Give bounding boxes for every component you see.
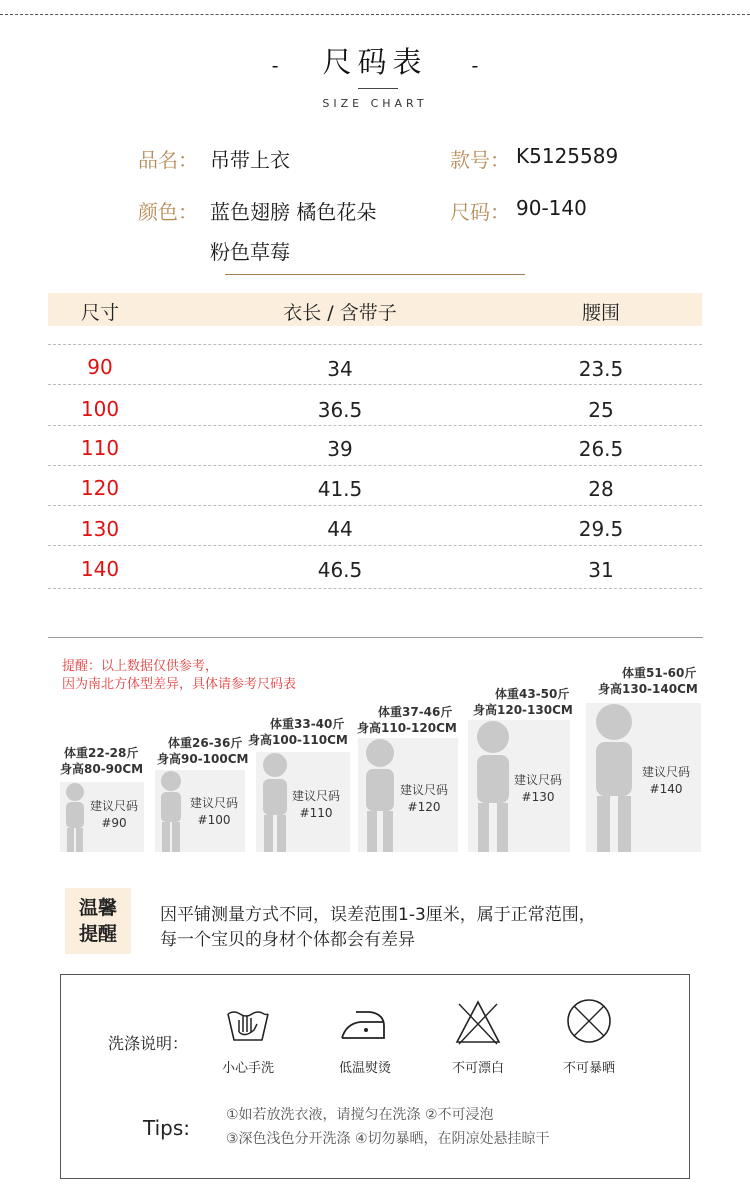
- page-subtitle: SIZE CHART: [322, 97, 428, 110]
- title-underline: [358, 88, 398, 89]
- row-divider: [48, 425, 702, 426]
- warm-reminder-badge: [65, 888, 131, 954]
- reference-note-1: 提醒：以上数据仅供参考，: [62, 659, 219, 674]
- table-row-length: 34: [327, 357, 353, 381]
- table-row-size: 130: [80, 517, 120, 541]
- page-title: [0, 40, 750, 81]
- header-waist: 腰围: [581, 302, 620, 324]
- table-row-length: 44: [327, 517, 353, 541]
- row-divider: [48, 505, 702, 506]
- table-row-size: 140: [80, 557, 120, 581]
- name-value: 吊带上衣: [210, 148, 290, 172]
- table-row-waist: 23.5: [578, 357, 624, 381]
- size-label: 尺码：: [450, 200, 510, 224]
- title-text: 尺码表: [322, 45, 428, 79]
- tips-line-1: ①如若放洗衣液，请搅匀在洗涤 ②不可浸泡: [226, 1107, 494, 1123]
- hand-wash-icon: [224, 1000, 272, 1044]
- color-value-line2: 粉色草莓: [210, 240, 290, 264]
- tips-label: Tips:: [143, 1116, 191, 1140]
- kid-weight: 体重43-50斤: [495, 687, 570, 701]
- kid-suggest-label: 建议尺码: [513, 773, 562, 787]
- row-divider: [48, 545, 702, 546]
- kid-suggest-label: 建议尺码: [189, 796, 238, 810]
- kid-height: 身高80-90CM: [60, 762, 144, 776]
- header-length: 衣长 / 含带子: [283, 302, 397, 324]
- low-iron-caption: 低温熨烫: [338, 1061, 391, 1076]
- kid-weight: 体重26-36斤: [168, 736, 243, 750]
- warm-reminder-text-2: 每一个宝贝的身材个体都会有差异: [160, 930, 415, 950]
- kid-suggest-label: 建议尺码: [641, 765, 690, 779]
- no-tumble-dry-icon: [564, 996, 614, 1046]
- top-dashed-divider: [0, 14, 750, 15]
- kid-suggest-label: 建议尺码: [291, 789, 340, 803]
- title-dash-left: -: [271, 53, 279, 77]
- kid-weight: 体重33-40斤: [270, 717, 345, 731]
- kid-suggest-size: #130: [521, 790, 555, 804]
- kid-suggest-size: #90: [101, 816, 127, 830]
- table-row-length: 39: [327, 437, 353, 461]
- no-bleach-icon: [453, 998, 503, 1046]
- kid-suggest-size: #120: [407, 800, 441, 814]
- row-divider: [48, 588, 702, 589]
- care-label: 洗涤说明：: [108, 1034, 189, 1053]
- low-iron-icon: [338, 1004, 388, 1044]
- kid-weight: 体重51-60斤: [622, 666, 697, 680]
- kid-height: 身高100-110CM: [248, 733, 348, 747]
- color-label: 颜色：: [138, 200, 198, 224]
- kid-height: 身高90-100CM: [157, 752, 249, 766]
- row-divider: [48, 344, 702, 345]
- table-row-waist: 31: [588, 558, 614, 582]
- kid-suggest-size: #100: [197, 813, 231, 827]
- table-row-waist: 29.5: [578, 517, 624, 541]
- kid-height: 身高120-130CM: [473, 703, 573, 717]
- warm-reminder-label-1: 温馨: [78, 897, 117, 919]
- kid-silhouette-icon: [584, 701, 644, 854]
- size-value: 90-140: [516, 196, 587, 220]
- table-row-waist: 25: [588, 398, 614, 422]
- kid-height: 身高130-140CM: [598, 682, 698, 696]
- code-label: 款号：: [450, 148, 510, 172]
- kid-height: 身高110-120CM: [357, 721, 457, 735]
- no-bleach-caption: 不可漂白: [451, 1061, 504, 1076]
- table-row-waist: 28: [588, 477, 614, 501]
- code-value: K5125589: [516, 144, 619, 168]
- info-divider: [225, 274, 525, 275]
- name-label: 品名：: [138, 148, 198, 172]
- table-row-length: 46.5: [317, 558, 363, 582]
- kid-suggest-label: 建议尺码: [89, 799, 138, 813]
- header-size: 尺寸: [80, 302, 119, 324]
- table-row-size: 110: [80, 436, 120, 460]
- row-divider: [48, 384, 702, 385]
- reference-note-2: 因为南北方体型差异，具体请参考尺码表: [62, 677, 297, 692]
- kid-weight: 体重22-28斤: [64, 746, 139, 760]
- kid-weight: 体重37-46斤: [378, 705, 453, 719]
- table-row-size: 90: [87, 355, 113, 379]
- color-value-line1: 蓝色翅膀 橘色花朵: [210, 200, 377, 224]
- hand-wash-caption: 小心手洗: [221, 1061, 274, 1076]
- kid-suggest-label: 建议尺码: [399, 783, 448, 797]
- warm-reminder-text-1: 因平铺测量方式不同，误差范围1-3厘米，属于正常范围，: [160, 905, 596, 925]
- table-row-length: 36.5: [317, 398, 363, 422]
- kid-suggest-size: #140: [649, 782, 683, 796]
- table-row-size: 100: [80, 397, 120, 421]
- table-row-waist: 26.5: [578, 437, 624, 461]
- title-dash-right: -: [471, 53, 479, 77]
- section-divider: [48, 637, 703, 638]
- table-row-size: 120: [80, 476, 120, 500]
- row-divider: [48, 465, 702, 466]
- no-tumble-dry-caption: 不可暴晒: [562, 1061, 615, 1076]
- tips-line-2: ③深色浅色分开洗涤 ④切勿暴晒，在阴凉处悬挂晾干: [226, 1131, 550, 1147]
- kid-suggest-size: #110: [299, 806, 333, 820]
- table-row-length: 41.5: [317, 477, 363, 501]
- warm-reminder-label-2: 提醒: [78, 923, 117, 945]
